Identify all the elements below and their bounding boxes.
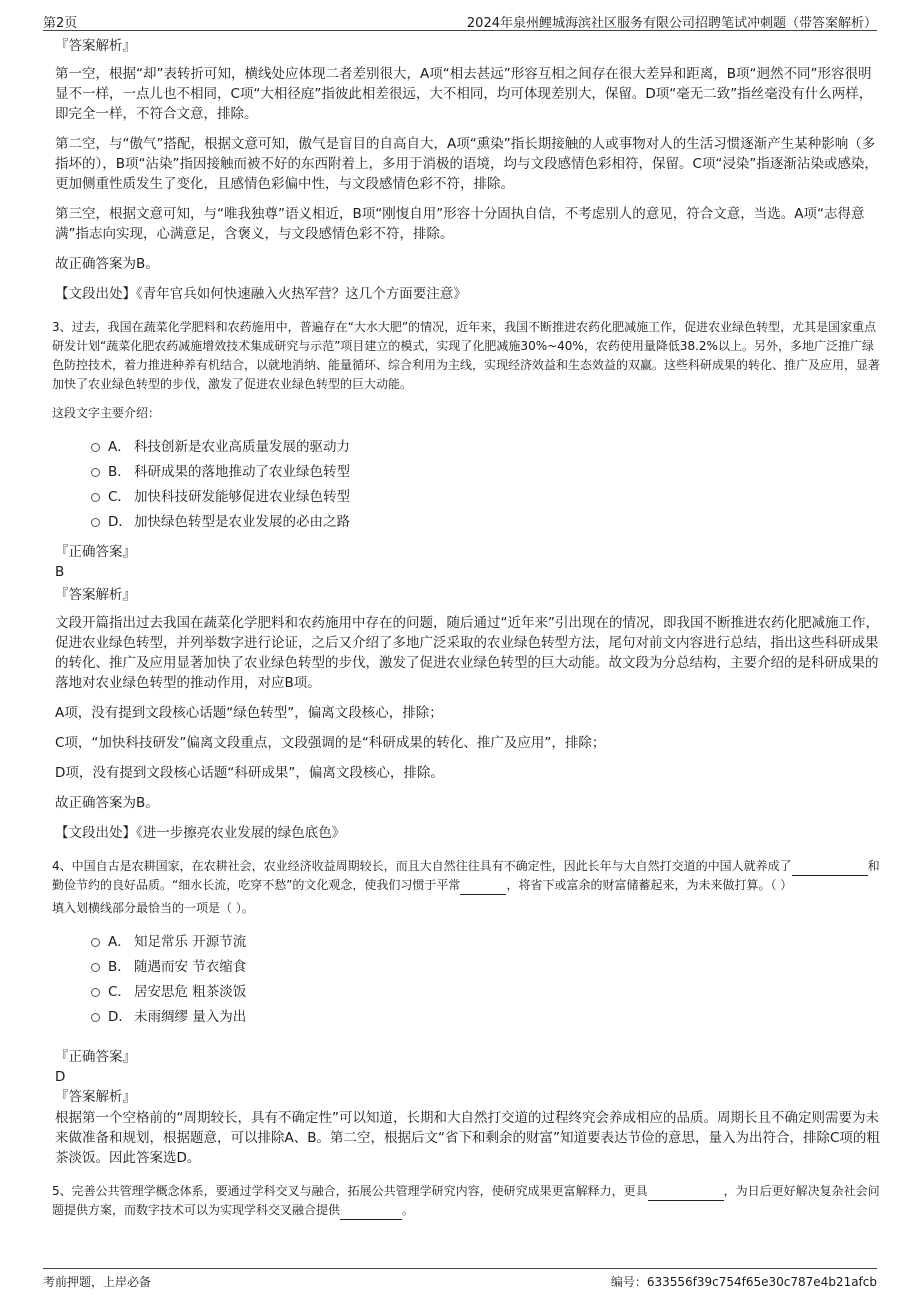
q2-analysis-para-1: 第一空，根据“却”表转折可知，横线处应体现二者差别很大，A项“相去甚远”形容互相之间存在很大差异和距离，B项“迥然不同”形容很明显不一样，一点儿也不相同，C项“大相径庭”指彼此相差很远，大不相同，均可体现差别大，保留。D项“毫无二致”指丝毫没有什么两样，即完全一样，不符合文意，排除。	[55, 66, 873, 122]
q2-analysis-para-2: 第二空，与“傲气”搭配，根据文意可知，傲气是盲目的自高自大，A项“熏染”指长期接触的人或事物对人的生活习惯逐渐产生某种影响（多指坏的），B项“沾染”指因接触而被不好的东西附着上，多用于消极的语境，均与文段感情色彩相符，保留。C项“浸染”指逐渐沾染或感染，更加侧重性质发生了变化，且感情色彩偏中性，与文段感情色彩不符，排除。	[55, 136, 878, 192]
analysis-label: 『答案解析』	[55, 587, 136, 603]
q3-stem: 3、过去，我国在蔬菜化学肥料和农药施用中，普遍存在“大水大肥”的情况，近年来，我国不断推进农药化肥减施工作，促进农业绿色转型，尤其是国家重点研发计划“蔬菜化肥农药减施增效技术集成研究与示范”项目建立的模式，实现了化肥减施30%~40%，农药使用量降低38.2%以上。另外，多地广泛推广绿色防控技术，着力推进种养有机结合，以就地消纳、能量循环、综合利用为主线，实现经济效益和生态效益的双赢。这些科研成果的转化、推广及应用，显著加快了农业绿色转型的步伐，激发了促进农业绿色转型的巨大动能。	[52, 320, 881, 391]
q3-source: 【文段出处】《进一步擦亮农业发展的绿色底色》	[55, 825, 346, 841]
q4-option-a[interactable]: A． 知足常乐 开源节流	[91, 930, 880, 955]
q4-options	[91, 930, 880, 1030]
footer-slogan: 考前押题，上岸必备	[43, 1275, 152, 1289]
q3-question: 这段文字主要介绍：	[52, 406, 161, 420]
q3-analysis-para-3: C项，“加快科技研发”偏离文段重点，文段强调的是“科研成果的转化、推广及应用”，排除；	[55, 735, 606, 751]
page-footer	[43, 1268, 877, 1289]
q4-option-c[interactable]: C． 居安思危 粗茶淡饭	[91, 980, 880, 1005]
q3-analysis-para-2: A项，没有提到文段核心话题“绿色转型”，偏离文段核心，排除；	[55, 705, 443, 721]
q4-answer: D	[55, 1069, 66, 1085]
radio-icon[interactable]	[91, 1013, 100, 1022]
radio-icon[interactable]	[91, 988, 100, 997]
q2-analysis-para-3: 第三空，根据文意可知，与“唯我独尊”语义相近，B项“刚愎自用”形容十分固执自信，不考虑别人的意见，符合文意，当选。A项“志得意满”指志向实现，心满意足，含褒义，与文段感情色彩不符，排除。	[55, 206, 865, 242]
blank-line	[792, 861, 868, 876]
q2-conclusion: 故正确答案为B。	[55, 256, 159, 272]
radio-icon[interactable]	[91, 493, 100, 502]
q5-stem: 5、完善公共管理学概念体系，要通过学科交叉与融合，拓展公共管理学研究内容，使研究成果更富解释力，更具 ，为日后更好解决复杂社会问题提供方案，而数字技术可以为实现学科交叉融合提供 。	[52, 1182, 880, 1220]
page-content	[52, 36, 881, 1230]
correct-answer-label: 『正确答案』	[55, 1049, 136, 1065]
correct-answer-label: 『正确答案』	[55, 544, 136, 560]
radio-icon[interactable]	[91, 518, 100, 527]
q3-option-b[interactable]: B． 科研成果的落地推动了农业绿色转型	[91, 460, 880, 485]
radio-icon[interactable]	[91, 468, 100, 477]
page-number: 第2页	[43, 16, 78, 31]
q3-analysis-para-1: 文段开篇指出过去我国在蔬菜化学肥料和农药施用中存在的问题，随后通过“近年来”引出现在的情况，即我国不断推进农药化肥减施工作，促进农业绿色转型，并列举数字进行论证，之后又介绍了多地广泛采取的农业绿色转型方法，尾句对前文内容进行总结，指出这些科研成果的转化、推广及应用显著加快了农业绿色转型的步伐，激发了促进农业绿色转型的巨大动能。故文段为分总结构，主要介绍的是科研成果的落地对农业绿色转型的推动作用，对应B项。	[55, 615, 879, 691]
document-title: 2024年泉州鲤城海滨社区服务有限公司招聘笔试冲刺题（带答案解析）	[466, 16, 877, 31]
analysis-label: 『答案解析』	[55, 1089, 136, 1105]
q4-option-b[interactable]: B． 随遇而安 节衣缩食	[91, 955, 880, 980]
radio-icon[interactable]	[91, 443, 100, 452]
q3-option-d[interactable]: D． 加快绿色转型是农业发展的必由之路	[91, 510, 880, 535]
analysis-label: 『答案解析』	[55, 38, 136, 54]
q4-question: 填入划横线部分最恰当的一项是（ ）。	[52, 901, 254, 915]
q3-options	[91, 435, 880, 535]
blank-line	[648, 1186, 724, 1201]
document-id: 编号：633556f39c754f65e30c787e4b21afcb	[610, 1275, 877, 1289]
q3-option-c[interactable]: C． 加快科技研发能够促进农业绿色转型	[91, 485, 880, 510]
page-header	[43, 10, 877, 31]
radio-icon[interactable]	[91, 938, 100, 947]
q4-analysis: 根据第一个空格前的“周期较长，具有不确定性”可以知道，长期和大自然打交道的过程终究会养成相应的品质。周期长且不确定则需要为未来做准备和规划，根据题意，可以排除A、B。第二空，根据后文“省下和剩余的财富”知道要表达节俭的意思，量入为出符合，排除C项的粗茶淡饭。因此答案选D。	[55, 1110, 880, 1166]
q3-conclusion: 故正确答案为B。	[55, 795, 159, 811]
radio-icon[interactable]	[91, 963, 100, 972]
q3-answer: B	[55, 564, 65, 580]
q3-analysis-para-4: D项，没有提到文段核心话题“科研成果”，偏离文段核心，排除。	[55, 765, 444, 781]
blank-line	[340, 1205, 402, 1220]
q2-source: 【文段出处】《青年官兵如何快速融入火热军营？这几个方面要注意》	[55, 286, 467, 302]
q3-option-a[interactable]: A． 科技创新是农业高质量发展的驱动力	[91, 435, 880, 460]
q4-option-d[interactable]: D． 未雨绸缪 量入为出	[91, 1005, 880, 1030]
blank-line	[460, 880, 506, 895]
q4-stem: 4、中国自古是农耕国家，在农耕社会，农业经济收益周期较长，而且大自然往往具有不确定性，因此长年与大自然打交道的中国人就养成了 和勤俭节约的良好品质。“细水长流，吃穿不愁”的文化观念，使我们习惯于平常 ，将省下或富余的财富储蓄起来，为未来做打算。（ ）	[52, 857, 880, 895]
